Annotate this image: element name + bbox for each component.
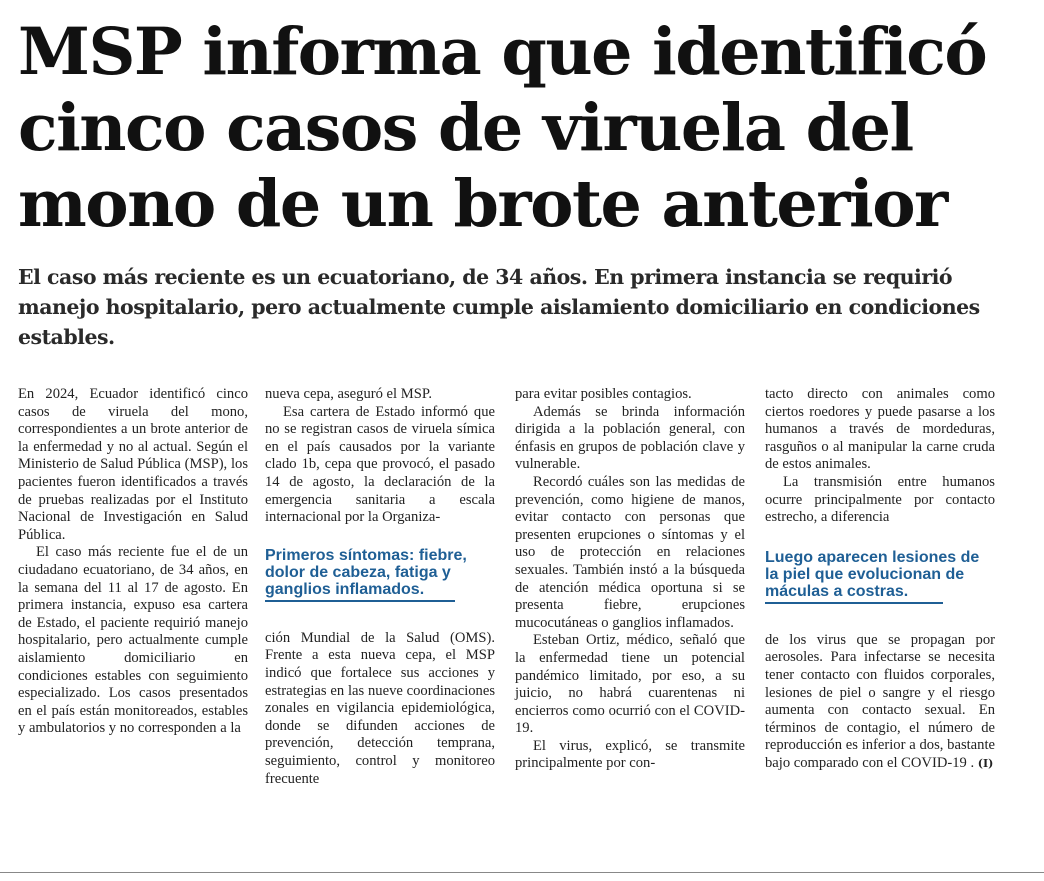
paragraph: Además se brinda información dirigida a la población general, con énfasis en grupos de población clave y vulnerable.: [515, 403, 745, 473]
headline: MSP informa que identificó cinco casos de viruela del mono de un brote anterior: [18, 14, 987, 242]
paragraph: [765, 632, 995, 773]
column-3: [515, 386, 745, 773]
section-subtitle: Luego aparecen lesiones de la piel que evolucionan de máculas a costras.: [765, 548, 980, 600]
paragraph: La transmisión entre humanos ocurre principalmente por contacto estrecho, a diferencia: [765, 473, 995, 526]
paragraph: ción Mundial de la Salud (OMS). Frente a esta nueva cepa, el MSP indicó que fortalece sus acciones y estrategias en las nueve coordinaciones zonales en vigilancia epidemiológica, donde se difunden acciones de prevención, detección temprana, seguimiento, control y monitoreo frecuente: [265, 629, 495, 787]
paragraph: Esa cartera de Estado informó que no se registran casos de viruela símica en el país causados por la variante clado 1b, cepa que provocó, el pasado 14 de agosto, la declaración de la emergencia sanitaria a escala internacional por la Organiza-: [265, 403, 495, 526]
paragraph: El caso más reciente fue el de un ciudadano ecuatoriano, de 34 años, en la semana del 11 al 17 de agosto. En primera instancia, expuso esa cartera de Estado, el paciente requirió manejo hospitalario, pero actualmente cumple aislamiento domiciliario en condiciones estables con seguimiento especializado. Los casos presentados en el país están monitoreados, estables y ambulatorios y no corresponden a la: [18, 544, 248, 737]
paragraph: tacto directo con animales como ciertos roedores y puede pasarse a los humanos a través de mordeduras, rasguños o al manipular la carne cruda de estos animales.: [765, 386, 995, 473]
column-2: [265, 386, 495, 788]
paragraph: El virus, explicó, se transmite principalmente por con-: [515, 737, 745, 772]
column-1: [18, 386, 248, 738]
page-bottom-rule: [0, 872, 1044, 873]
paragraph: nueva cepa, aseguró el MSP.: [265, 386, 432, 402]
paragraph-text: de los virus que se propagan por aerosoles. Para infectarse se necesita tener contacto con fluidos corporales, lesiones de piel o sangre y el riesgo aumenta con contacto sexual. En términos de contagio, el número de reproducción es inferior a dos, bastante bajo comparado con el COVID-19 .: [765, 631, 995, 771]
column-4: [765, 386, 995, 773]
paragraph: Esteban Ortiz, médico, señaló que la enfermedad tiene un potencial pandémico limitado, por eso, a su juicio, no habrá cuarentenas ni encierros como ocurrió con el COVID-19.: [515, 632, 745, 737]
subheadline: El caso más reciente es un ecuatoriano, de 34 años. En primera instancia se requirió manejo hospitalario, pero actualmente cumple aislamiento domiciliario en condiciones estables.: [18, 265, 980, 349]
paragraph: Recordó cuáles son las medidas de prevención, como higiene de manos, evitar contacto con personas que presenten erupciones o síntomas y el uso de protección en relaciones sexuales. También instó a la búsqueda de atención médica oportuna si se presenta fiebre, erupciones mucocutáneas o ganglios inflamados.: [515, 473, 745, 631]
signature: (I): [977, 756, 994, 770]
paragraph: para evitar posibles contagios.: [515, 386, 692, 402]
paragraph: En 2024, Ecuador identificó cinco casos de viruela del mono, correspondientes a un brote anterior de la enfermedad y no al actual. Según el Ministerio de Salud Pública (MSP), los pacientes fueron identificados a través de pruebas realizadas por el Instituto Nacional de Investigación en Salud Pública.: [18, 386, 248, 543]
section-subtitle: Primeros síntomas: fiebre, dolor de cabeza, fatiga y ganglios inflamados.: [265, 546, 467, 598]
